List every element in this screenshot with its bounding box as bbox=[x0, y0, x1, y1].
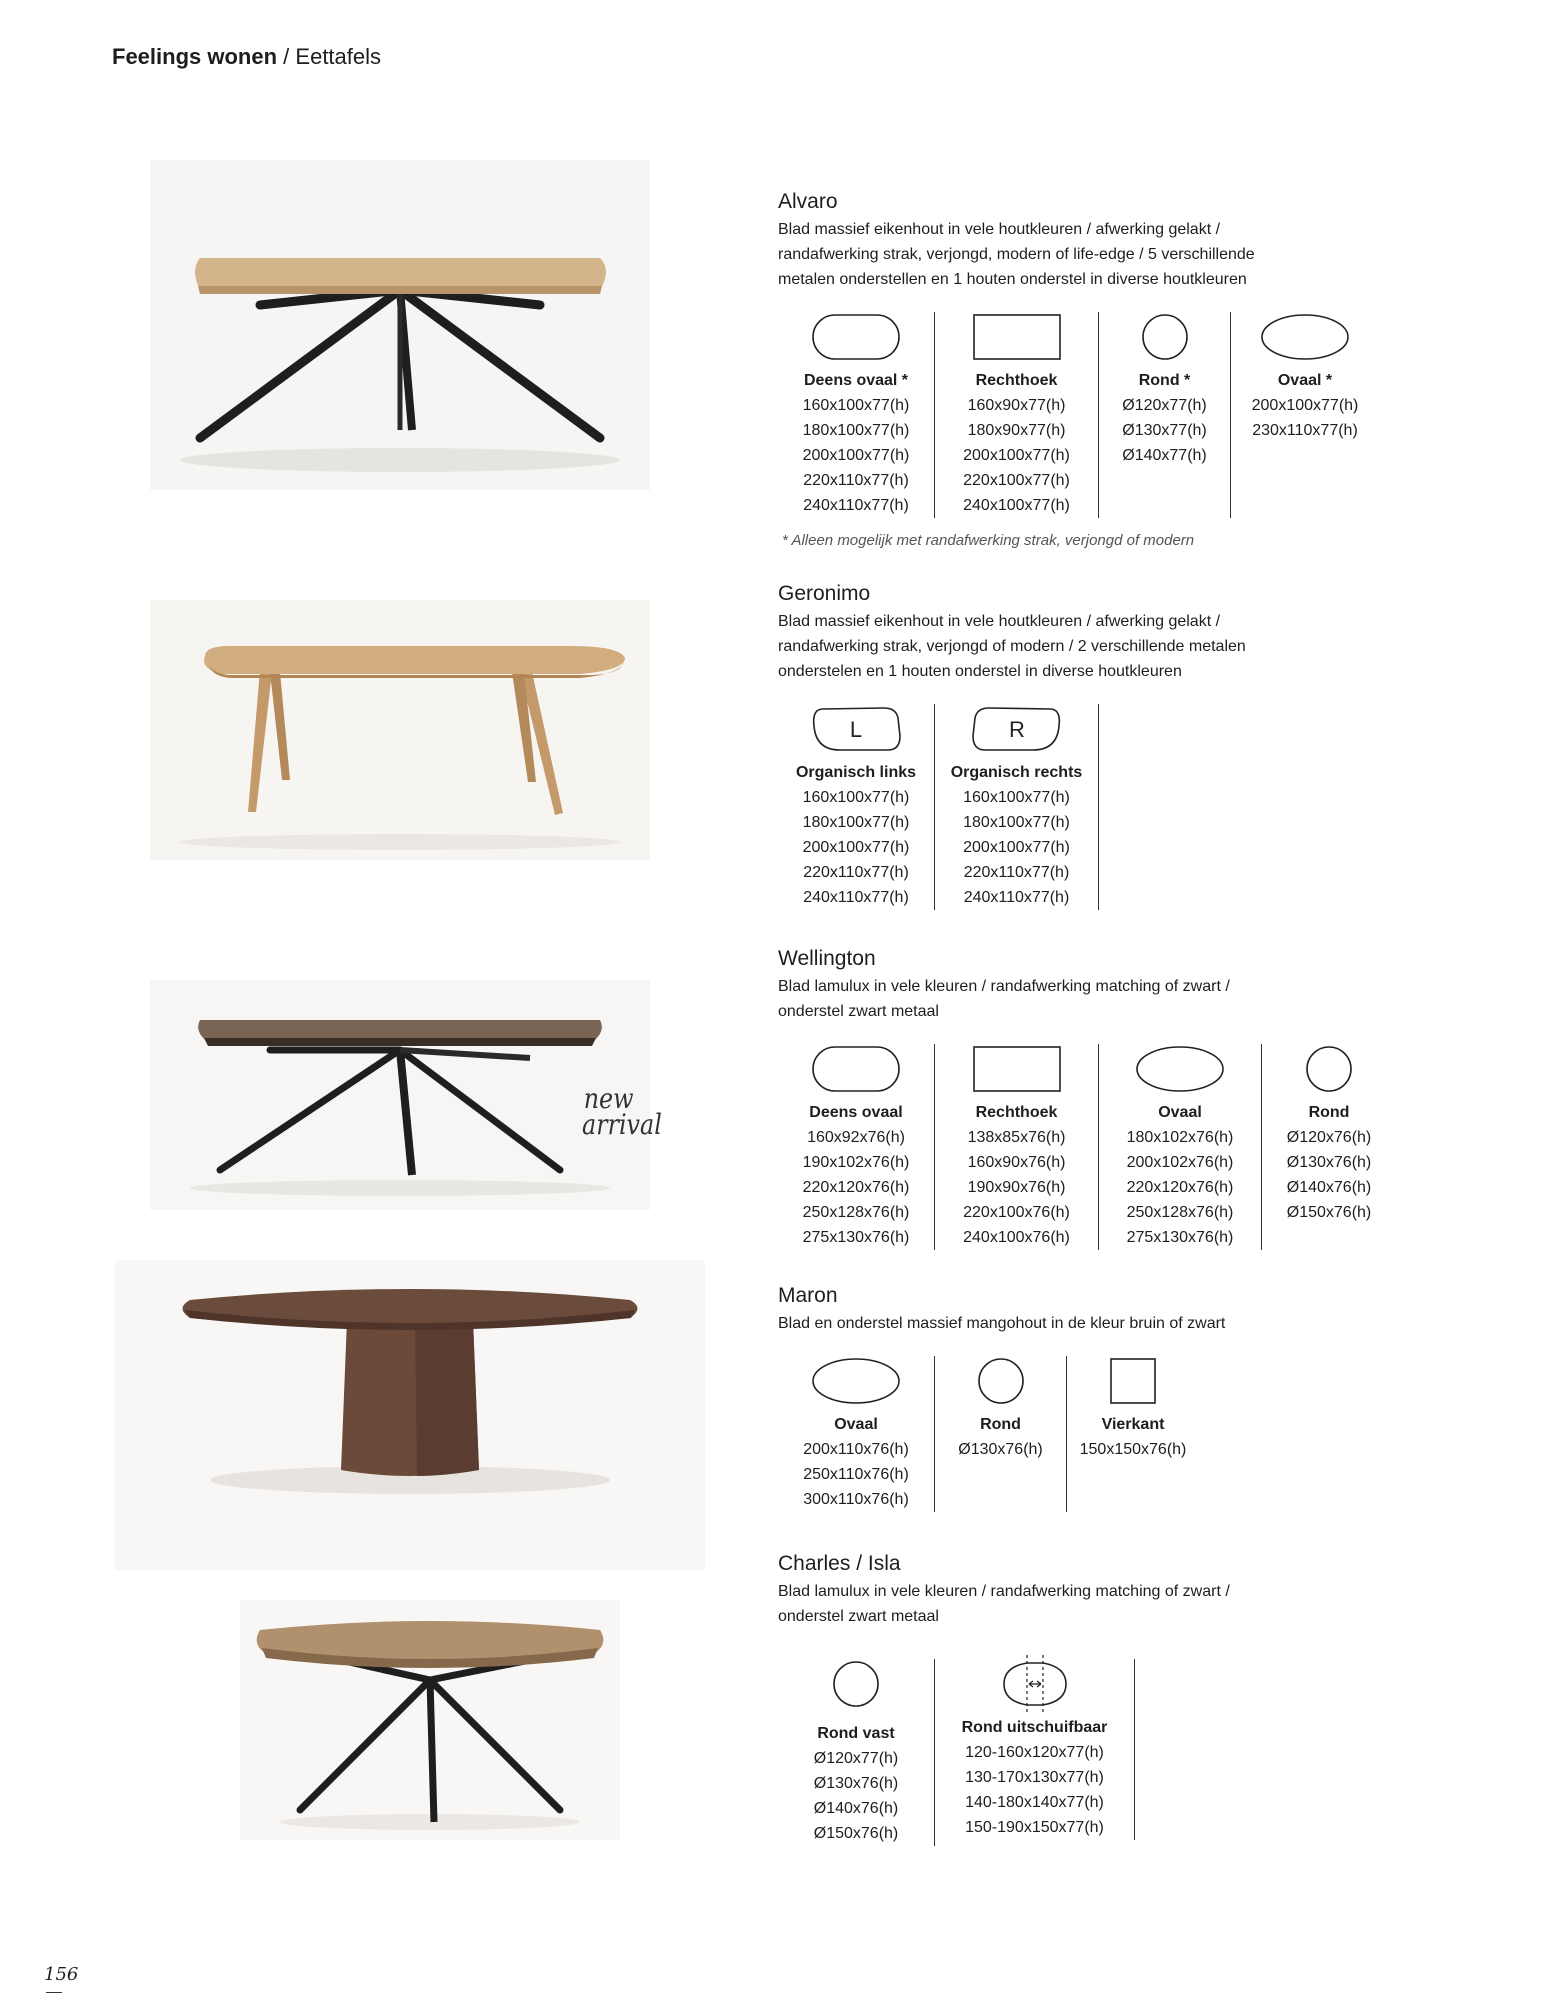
variant-ovaal bbox=[1231, 312, 1379, 443]
deens-ovaal-shape-icon bbox=[811, 312, 901, 362]
shape-letter: R bbox=[1008, 717, 1025, 742]
variant-size: 220x120x76(h) bbox=[1126, 1179, 1234, 1196]
variant-size: 180x100x77(h) bbox=[802, 422, 910, 439]
extendable-round-shape-icon bbox=[1000, 1659, 1070, 1709]
category-title: Eettafels bbox=[295, 44, 382, 69]
variant-size: 275x130x76(h) bbox=[1126, 1229, 1234, 1246]
variant-rond-uitschuifbaar bbox=[935, 1659, 1135, 1840]
product-name: Wellington bbox=[778, 947, 876, 970]
variant-size: 190x102x76(h) bbox=[802, 1154, 910, 1171]
rechthoek-shape-icon bbox=[972, 1044, 1062, 1094]
variant-ovaal bbox=[1099, 1044, 1262, 1250]
variant-size: 200x100x77(h) bbox=[802, 839, 910, 856]
variant-size: 240x110x77(h) bbox=[803, 889, 909, 906]
new-arrival-badge bbox=[582, 1082, 662, 1141]
variant-label: Rond bbox=[980, 1416, 1021, 1433]
variant-size: 190x90x76(h) bbox=[967, 1179, 1066, 1196]
variant-size: 130-170x130x77(h) bbox=[965, 1769, 1104, 1786]
product-description bbox=[778, 609, 1498, 684]
variant-size: 180x100x77(h) bbox=[963, 814, 1070, 831]
variant-label: Deens ovaal * bbox=[803, 372, 909, 389]
variant-ovaal bbox=[778, 1356, 935, 1512]
rond-shape-icon bbox=[1140, 312, 1190, 362]
variant-size: 275x130x76(h) bbox=[802, 1229, 910, 1246]
description-line: Blad massief eikenhout in vele houtkleuren / afwerking gelakt / bbox=[778, 613, 1221, 630]
variant-label: Rechthoek bbox=[975, 1104, 1058, 1121]
variant-label: Deens ovaal bbox=[809, 1104, 903, 1121]
badge-line-new: new bbox=[583, 1082, 634, 1115]
geronimo-table-photo bbox=[150, 600, 650, 860]
variant-size: 220x120x76(h) bbox=[802, 1179, 910, 1196]
variant-rond bbox=[935, 1356, 1067, 1512]
page-number: 156 bbox=[44, 1964, 79, 1985]
variant-size: 220x100x77(h) bbox=[963, 472, 1070, 489]
organisch-rechts-shape-icon bbox=[971, 704, 1063, 754]
variant-size: 140-180x140x77(h) bbox=[965, 1794, 1104, 1811]
description-line: randafwerking strak, verjongd, modern of life-edge / 5 verschillende bbox=[778, 246, 1255, 263]
variant-size: 150-190x150x77(h) bbox=[965, 1819, 1104, 1836]
ovaal-shape-icon bbox=[1260, 312, 1350, 362]
rond-shape-icon bbox=[831, 1659, 881, 1709]
product-wellington bbox=[778, 945, 1498, 1250]
deens-ovaal-shape-icon bbox=[811, 1044, 901, 1094]
variant-list bbox=[778, 1659, 1498, 1846]
variant-list bbox=[778, 312, 1498, 518]
variant-size: Ø130x76(h) bbox=[958, 1441, 1043, 1458]
page-header bbox=[112, 44, 381, 70]
variant-size: Ø120x77(h) bbox=[1122, 397, 1207, 414]
variant-label: Rond bbox=[1308, 1104, 1350, 1121]
vierkant-shape-icon bbox=[1108, 1356, 1158, 1406]
wellington-table-photo bbox=[150, 980, 650, 1210]
variant-label: Ovaal bbox=[1158, 1104, 1202, 1121]
product-charles-isla bbox=[778, 1550, 1498, 1846]
badge-line-arrival: arrival bbox=[582, 1108, 662, 1141]
charles-isla-table-photo bbox=[240, 1600, 620, 1840]
ovaal-shape-icon bbox=[1135, 1044, 1225, 1094]
variant-size: 160x100x77(h) bbox=[802, 397, 910, 414]
variant-label: Vierkant bbox=[1101, 1416, 1165, 1433]
variant-organisch-rechts bbox=[935, 704, 1099, 910]
variant-vierkant bbox=[1067, 1356, 1199, 1462]
product-maron bbox=[778, 1282, 1498, 1512]
page-number-rule bbox=[46, 1992, 62, 1993]
variant-size: 200x100x77(h) bbox=[963, 447, 1070, 464]
product-description bbox=[778, 1579, 1498, 1629]
variant-rechthoek bbox=[935, 312, 1099, 518]
variant-label: Rond vast bbox=[817, 1725, 895, 1742]
product-description bbox=[778, 217, 1498, 292]
variant-size: 120-160x120x77(h) bbox=[965, 1744, 1104, 1761]
variant-rond bbox=[1099, 312, 1231, 518]
variant-size: 200x100x77(h) bbox=[1251, 397, 1359, 414]
variant-size: 160x92x76(h) bbox=[807, 1129, 905, 1146]
variant-size: 160x90x77(h) bbox=[967, 397, 1066, 414]
variant-size: 250x128x76(h) bbox=[802, 1204, 910, 1221]
variant-size: 240x110x77(h) bbox=[803, 497, 909, 514]
variant-size: 150x150x76(h) bbox=[1079, 1441, 1187, 1458]
product-name: Maron bbox=[778, 1284, 838, 1307]
variant-size: 200x100x77(h) bbox=[963, 839, 1070, 856]
description-line: metalen onderstellen en 1 houten onderstel in diverse houtkleuren bbox=[778, 271, 1247, 288]
description-line: Blad en onderstel massief mangohout in de kleur bruin of zwart bbox=[778, 1315, 1226, 1332]
variant-size: Ø120x77(h) bbox=[813, 1750, 899, 1767]
rond-shape-icon bbox=[1304, 1044, 1354, 1094]
variant-size: 220x110x77(h) bbox=[803, 472, 909, 489]
product-alvaro bbox=[778, 188, 1498, 549]
variant-list bbox=[778, 704, 1498, 910]
variant-organisch-links bbox=[778, 704, 935, 910]
product-name: Geronimo bbox=[778, 582, 871, 605]
variant-size: 160x90x76(h) bbox=[967, 1154, 1066, 1171]
variant-rechthoek bbox=[935, 1044, 1099, 1250]
variant-size: 180x102x76(h) bbox=[1126, 1129, 1234, 1146]
ovaal-shape-icon bbox=[811, 1356, 901, 1406]
variant-rond bbox=[1262, 1044, 1396, 1225]
product-description bbox=[778, 1311, 1498, 1336]
shape-letter: L bbox=[849, 717, 863, 742]
variant-size: 200x100x77(h) bbox=[802, 447, 910, 464]
variant-size: 180x90x77(h) bbox=[967, 422, 1066, 439]
variant-list bbox=[778, 1356, 1498, 1512]
variant-label: Organisch rechts bbox=[950, 764, 1083, 781]
variant-size: 200x102x76(h) bbox=[1126, 1154, 1234, 1171]
variant-label: Ovaal * bbox=[1277, 372, 1333, 389]
variant-size: 160x100x77(h) bbox=[802, 789, 910, 806]
rechthoek-shape-icon bbox=[972, 312, 1062, 362]
variant-size: Ø130x76(h) bbox=[813, 1775, 899, 1792]
organisch-links-shape-icon bbox=[810, 704, 902, 754]
variant-label: Ovaal bbox=[834, 1416, 878, 1433]
variant-size: 240x100x77(h) bbox=[963, 497, 1070, 514]
variant-size: 220x100x76(h) bbox=[963, 1204, 1070, 1221]
description-line: Blad lamulux in vele kleuren / randafwerking matching of zwart / bbox=[778, 1583, 1230, 1600]
variant-size: 220x110x77(h) bbox=[803, 864, 909, 881]
product-name: Alvaro bbox=[778, 190, 838, 213]
product-description bbox=[778, 974, 1498, 1024]
variant-size: 230x110x77(h) bbox=[1252, 422, 1358, 439]
variant-size: 240x100x76(h) bbox=[963, 1229, 1070, 1246]
variant-list bbox=[778, 1044, 1498, 1250]
variant-label: Rechthoek bbox=[975, 372, 1058, 389]
variant-rond-vast bbox=[778, 1659, 935, 1846]
variant-size: 220x110x77(h) bbox=[963, 864, 1070, 881]
variant-size: 240x110x77(h) bbox=[963, 889, 1070, 906]
product-name: Charles / Isla bbox=[778, 1552, 901, 1575]
rond-shape-icon bbox=[976, 1356, 1026, 1406]
variant-size: 250x128x76(h) bbox=[1126, 1204, 1234, 1221]
variant-size: Ø150x76(h) bbox=[813, 1825, 899, 1842]
maron-table-photo bbox=[115, 1260, 705, 1570]
description-line: Blad massief eikenhout in vele houtkleuren / afwerking gelakt / bbox=[778, 221, 1221, 238]
variant-size: 300x110x76(h) bbox=[803, 1491, 909, 1508]
description-line: onderstelen en 1 houten onderstel in diverse houtkleuren bbox=[778, 663, 1182, 680]
alvaro-table-photo bbox=[150, 160, 650, 490]
variant-size: 138x85x76(h) bbox=[967, 1129, 1066, 1146]
footnote: * Alleen mogelijk met randafwerking strak, verjongd of modern bbox=[782, 532, 1195, 549]
variant-deens-ovaal bbox=[778, 1044, 935, 1250]
brand-title: Feelings wonen bbox=[112, 44, 278, 69]
variant-size: 160x100x77(h) bbox=[963, 789, 1070, 806]
variant-size: Ø120x76(h) bbox=[1286, 1129, 1372, 1146]
variant-size: Ø130x77(h) bbox=[1122, 422, 1207, 439]
variant-label: Organisch links bbox=[795, 764, 917, 781]
description-line: randafwerking strak, verjongd of modern / 2 verschillende metalen bbox=[778, 638, 1246, 655]
variant-size: Ø140x76(h) bbox=[1286, 1179, 1372, 1196]
product-geronimo bbox=[778, 580, 1498, 910]
header-separator: / bbox=[283, 44, 290, 69]
description-line: onderstel zwart metaal bbox=[778, 1003, 939, 1020]
variant-size: Ø130x76(h) bbox=[1286, 1154, 1372, 1171]
variant-size: 200x110x76(h) bbox=[803, 1441, 909, 1458]
description-line: Blad lamulux in vele kleuren / randafwerking matching of zwart / bbox=[778, 978, 1230, 995]
variant-size: Ø140x76(h) bbox=[813, 1800, 899, 1817]
variant-size: 180x100x77(h) bbox=[802, 814, 910, 831]
variant-size: Ø150x76(h) bbox=[1286, 1204, 1372, 1221]
description-line: onderstel zwart metaal bbox=[778, 1608, 939, 1625]
variant-label: Rond * bbox=[1138, 372, 1191, 389]
variant-deens-ovaal bbox=[778, 312, 935, 518]
variant-label: Rond uitschuifbaar bbox=[961, 1719, 1108, 1736]
variant-size: Ø140x77(h) bbox=[1122, 447, 1207, 464]
variant-size: 250x110x76(h) bbox=[803, 1466, 909, 1483]
